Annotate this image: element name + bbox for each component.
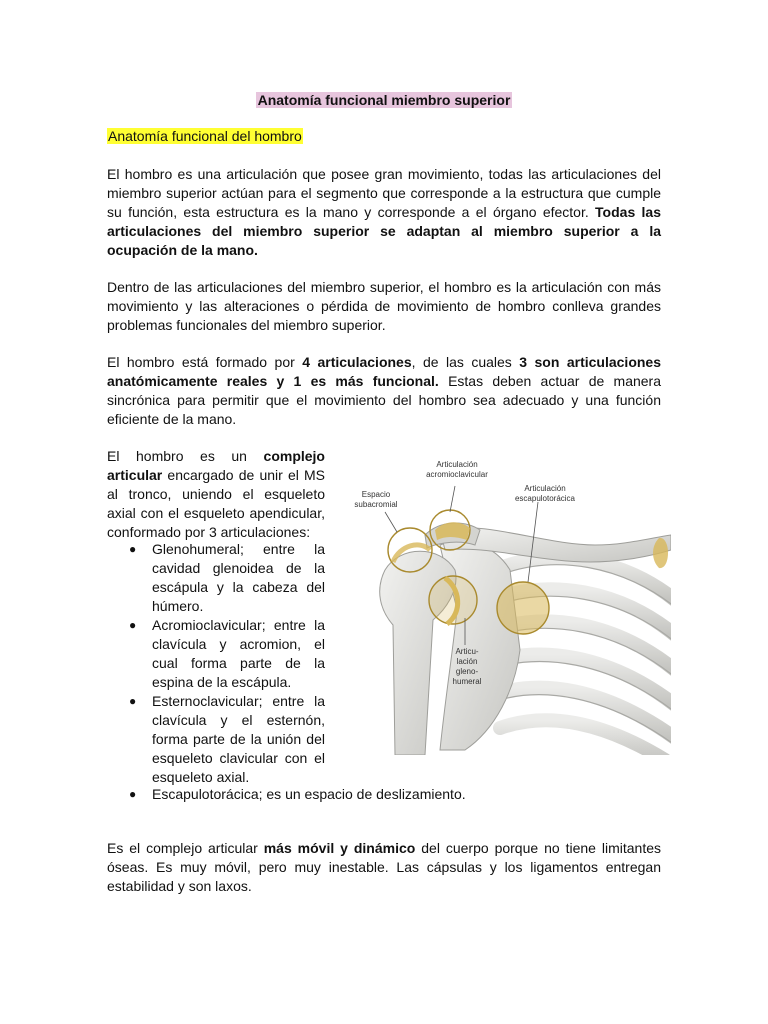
paragraph-5 xyxy=(107,839,661,896)
list-item-text: Escapulotorácica; es un espacio de deslizamiento. xyxy=(152,786,466,802)
bullet-icon: ● xyxy=(129,542,137,556)
paragraph-3-bold-1: 4 articulaciones xyxy=(302,354,412,370)
paragraph-3-bold-2: 3 son articulaciones anatómicamente reales y 1 es más funcional. xyxy=(107,354,661,389)
paragraph-4-bold: complejo articular xyxy=(107,448,325,483)
paragraph-3-a: El hombro está formado por xyxy=(107,354,303,370)
paragraph-3 xyxy=(107,353,661,429)
paragraph-1 xyxy=(107,165,661,260)
label-line: acromioclavicular xyxy=(426,470,488,479)
section-heading xyxy=(107,128,303,145)
paragraph-5-a: Es el complejo articular xyxy=(107,840,264,856)
list-item xyxy=(107,540,325,616)
label-escapulotoracica xyxy=(505,484,585,504)
paragraph-5-c: del cuerpo porque no tiene limitantes óseas. Es muy móvil, pero muy inestable. Las cápsulas y los ligamentos entregan estabilidad y son laxos. xyxy=(107,840,661,894)
paragraph-1-text: El hombro es una articulación que posee gran movimiento, todas las articulaciones del miembro superior actúan para el segmento que corresponde a la estructura que cumple su función, esta estructura es la mano y corresponde a el órgano efector. xyxy=(107,166,661,220)
paragraph-4 xyxy=(107,447,325,542)
label-line: gleno- xyxy=(455,667,479,676)
paragraph-3-c: , de las cuales xyxy=(411,354,520,370)
section-heading-text: Anatomía funcional del hombro xyxy=(108,128,302,144)
paragraph-1-bold: Todas las articulaciones del miembro superior se adaptan al miembro superior a la ocupación de la mano. xyxy=(107,204,661,258)
label-line: Articulación xyxy=(524,484,566,493)
label-line: Articu- xyxy=(455,647,479,656)
paragraph-4-c: encargado de unir el MS al tronco, uniendo el esqueleto axial con el esqueleto apendicular, conformado por 3 articulaciones: xyxy=(107,467,325,540)
label-line: lación xyxy=(456,657,478,666)
label-line: Espacio xyxy=(361,490,391,499)
label-line: Articulación xyxy=(436,460,478,469)
list-item-text: Acromioclavicular; entre la clavícula y acromion, el cual forma parte de la espina de la escápula. xyxy=(152,617,325,690)
bullet-icon: ● xyxy=(129,618,137,632)
list-item xyxy=(107,616,325,692)
label-subacromial xyxy=(351,490,401,510)
document-title-text: Anatomía funcional miembro superior xyxy=(257,92,511,108)
list-item xyxy=(107,785,607,804)
paragraph-5-bold: más móvil y dinámico xyxy=(263,840,416,856)
joint-list-last xyxy=(107,785,607,804)
list-item xyxy=(107,692,325,787)
label-line: escapulotorácica xyxy=(514,494,576,503)
bullet-icon: ● xyxy=(129,787,137,801)
label-acromioclavicular xyxy=(413,460,501,480)
label-glenohumeral xyxy=(445,647,489,687)
joint-list xyxy=(107,540,337,787)
paragraph-4-a: El hombro es un xyxy=(107,448,264,464)
paragraph-2: Dentro de las articulaciones del miembro superior, el hombro es la articulación con más movimiento y las alteraciones o pérdida de movimiento de hombro conlleva grandes problemas funcionales del miembro superior. xyxy=(107,279,661,333)
label-line: subacromial xyxy=(354,500,398,509)
document-title xyxy=(0,92,768,109)
scapulothoracic-circle xyxy=(497,582,549,634)
list-item-text: Glenohumeral; entre la cavidad glenoidea de la escápula y la cabeza del húmero. xyxy=(152,541,325,614)
paragraph-3-e: Estas deben actuar de manera sincrónica para permitir que el movimiento del hombro sea adecuado y una función eficiente de la mano. xyxy=(107,373,662,427)
shoulder-anatomy-figure xyxy=(345,450,671,755)
bullet-icon: ● xyxy=(129,694,137,708)
list-item-text: Esternoclavicular; entre la clavícula y el esternón, forma parte de la unión del esqueleto clavicular con el esqueleto axial. xyxy=(152,693,325,785)
label-line: humeral xyxy=(452,677,482,686)
